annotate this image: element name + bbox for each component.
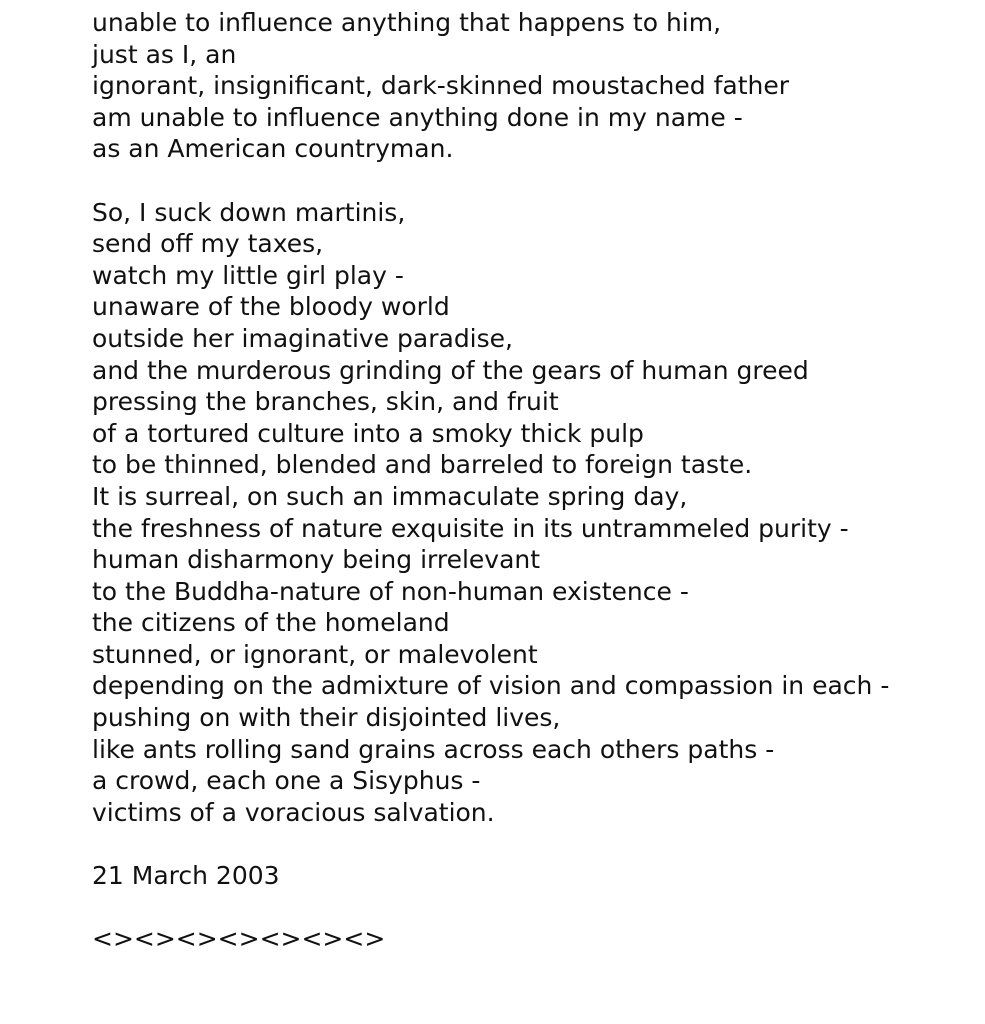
stanza-break (92, 892, 972, 924)
poem-line: So, I suck down martinis, (92, 197, 406, 227)
poem-date: 21 March 2003 (92, 861, 280, 891)
poem-line: as an American countryman. (92, 134, 454, 164)
poem-line: victims of a voracious salvation. (92, 797, 495, 827)
section-separator: <><><><><><><> (92, 924, 386, 954)
stanza-break (92, 828, 972, 860)
poem-line: unaware of the bloody world (92, 292, 450, 322)
poem-line: a crowd, each one a Sisyphus - (92, 766, 481, 796)
poem-line: It is surreal, on such an immaculate spring day, (92, 481, 688, 511)
poem-line: pushing on with their disjointed lives, (92, 703, 561, 733)
poem-line: to the Buddha-nature of non-human existence - (92, 576, 689, 606)
poem-line: stunned, or ignorant, or malevolent (92, 639, 538, 669)
stanza-2 (92, 197, 972, 829)
poem-line: to be thinned, blended and barreled to foreign taste. (92, 450, 753, 480)
poem-line: the citizens of the homeland (92, 608, 450, 638)
poem-line: unable to influence anything that happens to him, (92, 8, 722, 37)
poem-line: and the murderous grinding of the gears of human greed (92, 355, 809, 385)
poem-page (92, 7, 972, 955)
poem-line: outside her imaginative paradise, (92, 323, 513, 353)
poem-line: pressing the branches, skin, and fruit (92, 387, 559, 417)
poem-line: just as I, an (92, 39, 237, 69)
poem-line: human disharmony being irrelevant (92, 545, 541, 575)
poem-line: depending on the admixture of vision and compassion in each - (92, 671, 890, 701)
poem-line: of a tortured culture into a smoky thick pulp (92, 418, 644, 448)
stanza-break (92, 165, 972, 197)
poem-line: am unable to influence anything done in my name - (92, 102, 743, 132)
poem-line: the freshness of nature exquisite in its untrammeled purity - (92, 513, 849, 543)
poem-line: like ants rolling sand grains across each others paths - (92, 734, 775, 764)
stanza-1 (92, 7, 972, 165)
poem-line: ignorant, insignificant, dark-skinned moustached father (92, 71, 790, 101)
poem-line: watch my little girl play - (92, 260, 404, 290)
poem-line: send off my taxes, (92, 229, 324, 259)
